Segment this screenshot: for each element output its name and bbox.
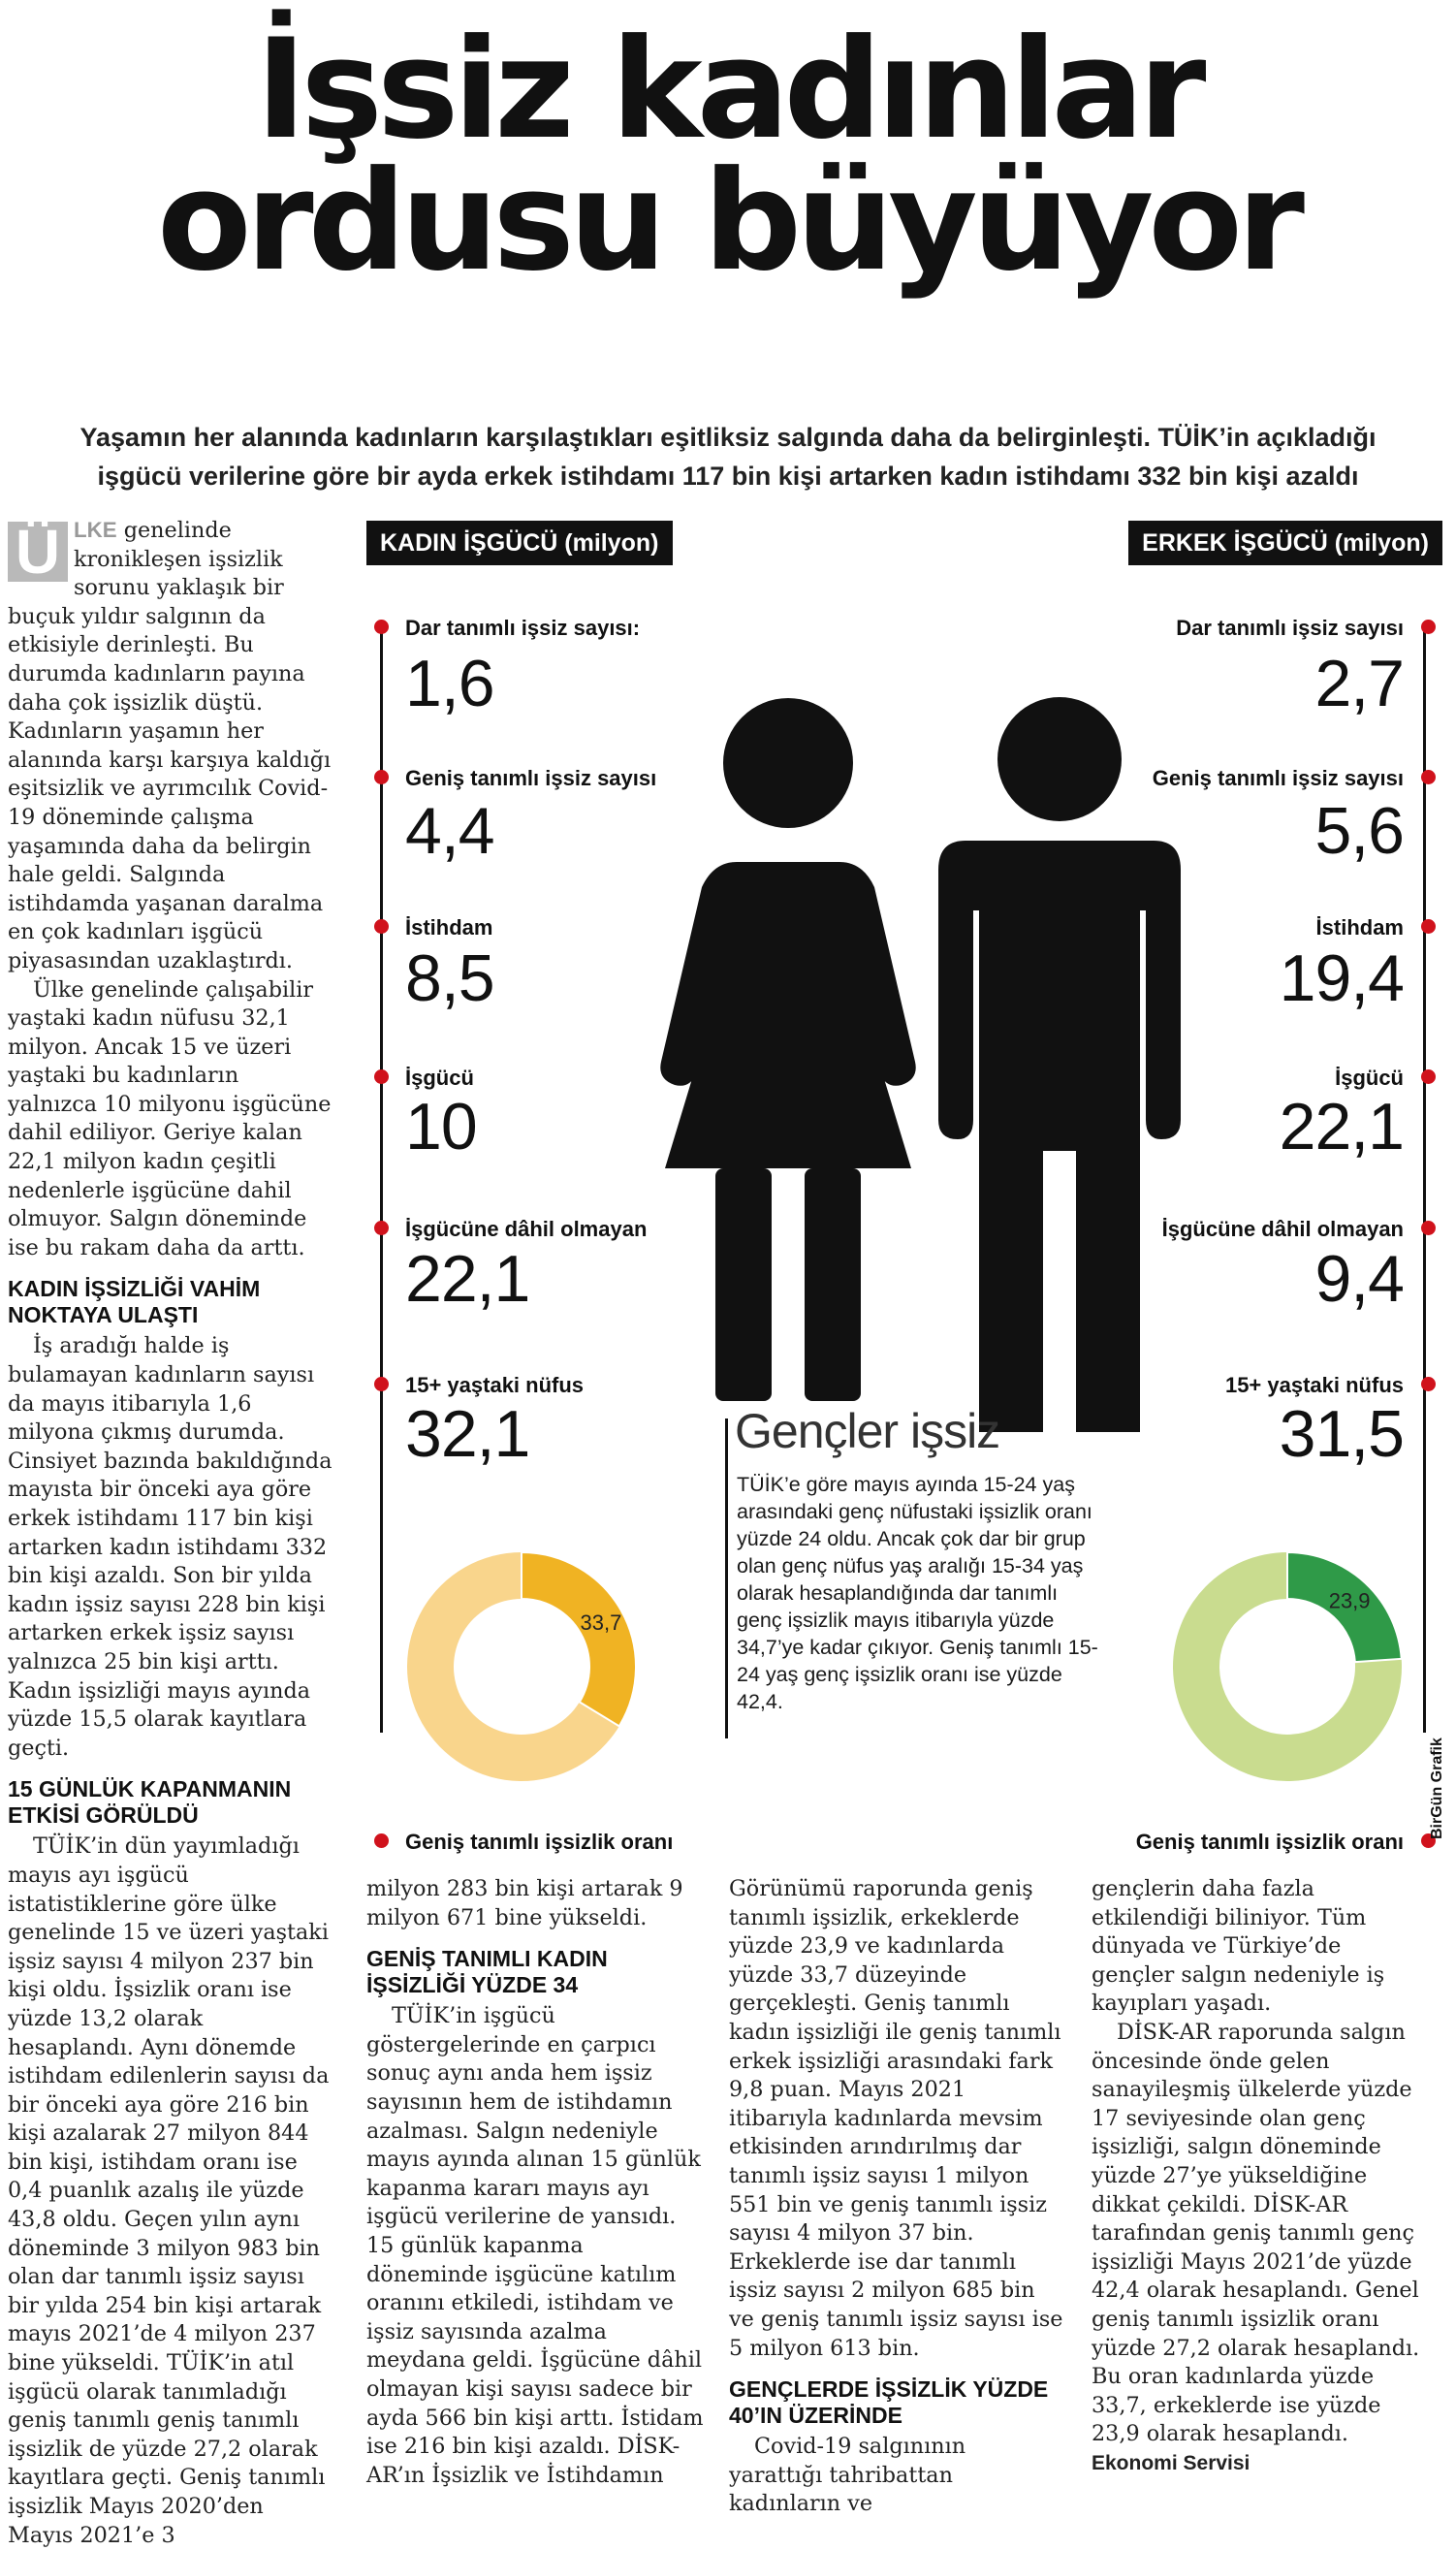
article-column-1 — [8, 516, 333, 2550]
woman-figure-icon — [657, 695, 919, 1413]
stat-marker — [374, 919, 389, 934]
paragraph: TÜİK’in işgücü göstergelerinde en çarpıcı sonuç aynı anda hem işsiz sayısının hem de istihdamın azalması. Salgın nedeniyle mayıs ayında alınan 15 günlük kapanma kararı mayıs ayı işgücü verilerine de yansıdı. 15 günlük kapanma döneminde işgücüne katılım oranını etkiledi, istihdam ve işsiz sayısında azalma meydana geldi. İşgücüne dâhil olmayan kişi sayısı sadece bir ayda 566 bin kişi arttı. İstidam ise 216 bin kişi azaldı. DİSK-AR’ın İşsizlik ve İstihdamın — [366, 2003, 704, 2488]
male-stat-label: 15+ yaştaki nüfus — [1224, 1373, 1404, 1397]
female-donut-chart — [405, 1550, 638, 1783]
stat-marker — [1421, 620, 1436, 634]
youth-title: Gençler işsiz — [735, 1404, 1000, 1458]
male-stat-label: İşgücü — [1335, 1066, 1404, 1090]
subheading: KADIN İŞSİZLİĞİ VAHİM NOKTAYA ULAŞTI — [8, 1276, 261, 1328]
paragraph: gençlerin daha fazla etkilendiği biliniyor. Tüm dünyada ve Türkiye’de gençler salgın nedeniyle iş kayıpları yaşadı. — [1092, 1876, 1385, 2017]
female-stat-label: İşgücüne dâhil olmayan — [405, 1217, 648, 1241]
youth-box-line — [725, 1418, 728, 1738]
drop-cap-rest: LKE — [74, 518, 117, 542]
stat-marker — [1421, 1377, 1436, 1391]
male-stat-value: 31,5 — [1279, 1397, 1404, 1471]
man-figure-icon — [938, 695, 1181, 1432]
stat-marker — [1421, 1221, 1436, 1235]
paragraph: Görünümü raporunda geniş tanımlı işsizlik, erkeklerde yüzde 23,9 ve kadınlarda yüzde 33,7 düzeyinde gerçekleşti. Geniş tanımlı kadın işsizliği ile geniş tanımlı erkek işsizliği arasındaki fark 9,8 puan. Mayıs 2021 itibarıyla kadınlarda mevsim etkisinden arındırılmış dar tanımlı işsiz sayısı 1 milyon 551 bin ve geniş tanımlı işsiz sayısı 4 milyon 37 bin. Erkeklerde ise dar tanımlı işsiz sayısı 2 milyon 685 bin ve geniş tanımlı işsiz sayısı ise 5 milyon 613 bin. — [729, 1876, 1063, 2361]
youth-text: TÜİK’e göre mayıs ayında 15-24 yaş arasındaki genç nüfustaki işsizlik oranı yüzde 24 oldu. Ancak çok dar bir grup olan genç nüfus yaş aralığı 15-34 yaş olarak hesaplandığında dar tanımlı genç işsizlik mayıs itibarıyla yüzde 34,7’ye kadar çıkıyor. Geniş tanımlı 15-24 yaş genç işsizlik oranı ise yüzde 42,4. — [737, 1473, 1098, 1713]
female-donut-caption: Geniş tanımlı işsizlik oranı — [405, 1830, 674, 1854]
paragraph: genelinde kronikleşen işsizlik sorunu yaklaşık bir buçuk yıldır salgının da etkisiyle derinleşti. Bu durumda kadınların payına daha çok işsizlik düştü. Kadınların yaşamın her alanında karşı karşıya kaldığı eşitsizlik ve ayrımcılık Covid-19 döneminde çalışma yaşamında daha da belirgin hale geldi. Salgında istihdamda yaşanan daralma en çok kadınları işgücü piyasasından uzaklaştırdı. — [8, 518, 332, 973]
male-stat-value: 22,1 — [1279, 1090, 1404, 1163]
female-stat-value: 22,1 — [405, 1242, 530, 1316]
article-column-2 — [366, 1875, 704, 2490]
headline-line2: ordusu büyüyor — [157, 142, 1299, 302]
article-column-3 — [729, 1875, 1064, 2519]
subheading: 15 GÜNLÜK KAPANMANIN ETKİSİ GÖRÜLDÜ — [8, 1776, 292, 1829]
male-stat-value: 9,4 — [1314, 1242, 1404, 1316]
female-workforce-tag: KADIN İŞGÜCÜ (milyon) — [366, 521, 673, 565]
female-stat-label: Geniş tanımlı işsiz sayısı — [405, 766, 657, 790]
male-stat-label: Dar tanımlı işsiz sayısı — [1176, 616, 1404, 640]
male-stat-label: İşgücüne dâhil olmayan — [1161, 1217, 1404, 1241]
lead-line2: işgücü verilerine göre bir ayda erkek istihdamı 117 bin kişi artarken kadın istihdamı 332 bin kişi azaldı — [97, 462, 1359, 491]
paragraph: Ülke genelinde çalışabilir yaştaki kadın nüfusu 32,1 milyon. Ancak 15 ve üzeri yaştaki bu kadınların yalnızca 10 milyonu işgücüne dahil ediliyor. Geriye kalan 22,1 milyon kadın çeşitli nedenlerle işgücüne dahil olmuyor. Salgın döneminde ise bu rakam daha da arttı. — [8, 976, 332, 1260]
subheading: GENÇLERDE İŞSİZLİK YÜZDE 40’IN ÜZERİNDE — [729, 2376, 1049, 2429]
paragraph: DİSK-AR raporunda salgın öncesinde önde gelen sanayileşmiş ülkelerde yüzde 17 seviyesinde olan genç işsizliği, salgın döneminde yüzde 27’ye yükseldiğine dikkat çekildi. DİSK-AR tarafından geniş tanımlı genç işsizliği Mayıs 2021’de yüzde 42,4 olarak hesaplandı. Genel geniş tanımlı işsizlik oranı yüzde 27,2 olarak hesaplandı. Bu oran kadınlarda yüzde 33,7, erkeklerde ise yüzde 23,9 olarak hesaplandı. — [1092, 2019, 1420, 2447]
female-donut-segment — [522, 1552, 636, 1726]
female-stat-value: 10 — [405, 1090, 477, 1163]
male-donut-chart — [1171, 1550, 1404, 1783]
infographic — [366, 521, 1445, 1859]
stat-marker — [374, 620, 389, 634]
male-stat-value: 5,6 — [1314, 794, 1404, 868]
female-stat-label: İstihdam — [405, 915, 493, 940]
stat-marker — [1421, 1069, 1436, 1084]
female-stat-label: Dar tanımlı işsiz sayısı: — [405, 616, 641, 640]
byline: Ekonomi Servisi — [1092, 2451, 1250, 2474]
male-donut-value-label: 23,9 — [1328, 1588, 1371, 1613]
male-stat-value: 19,4 — [1279, 941, 1404, 1015]
female-stat-value: 32,1 — [405, 1397, 530, 1471]
paragraph: milyon 283 bin kişi artarak 9 milyon 671 bine yükseldi. — [366, 1876, 683, 1930]
male-workforce-tag: ERKEK İŞGÜCÜ (milyon) — [1128, 521, 1442, 565]
stat-marker — [374, 1221, 389, 1235]
subheading: GENİŞ TANIMLI KADIN İŞSİZLİĞİ YÜZDE 34 — [366, 1946, 608, 1998]
stat-marker — [374, 1833, 389, 1848]
paragraph: TÜİK’in dün yayımladığı mayıs ayı işgücü istatistiklerine göre ülke genelinde 15 ve üzeri yaştaki işsiz sayısı 4 milyon 237 bin kişi oldu. İşsizlik oranı ise yüzde 13,2 olarak hesaplandı. Aynı dönemde istihdam edilenlerin sayısı da bir önceki aya göre 216 bin kişi azalarak 27 milyon 844 bin kişi, istihdam oranı ise 0,4 puanlık azalış ile yüzde 43,8 oldu. Geçen yılın aynı döneminde 3 milyon 983 bin olan dar tanımlı işsiz sayısı bir yılda 254 bin kişi artarak mayıs 2021’de 4 milyon 237 bine yükseldi. TÜİK’in atıl işgücü olarak tanımladığı geniş tanımlı geniş tanımlı işsizlik de yüzde 27,2 olarak kayıtlara geçti. Geniş tanımlı işsizlik Mayıs 2020’den Mayıs 2021’e 3 — [8, 1833, 330, 2548]
male-stat-label: Geniş tanımlı işsiz sayısı — [1152, 766, 1404, 790]
female-stat-label: İşgücü — [405, 1066, 474, 1090]
headline-line1: İşsiz kadınlar — [255, 10, 1201, 170]
female-stat-value: 4,4 — [405, 794, 494, 868]
male-donut-caption: Geniş tanımlı işsizlik oranı — [1135, 1830, 1404, 1854]
female-stat-value: 8,5 — [405, 941, 494, 1015]
stat-marker — [1421, 770, 1436, 784]
youth-box — [725, 1404, 1113, 1769]
article-column-4 — [1092, 1875, 1427, 2477]
male-stat-label: İstihdam — [1315, 915, 1404, 940]
female-stat-value: 1,6 — [405, 647, 494, 720]
stat-marker — [374, 1377, 389, 1391]
stat-marker — [1421, 919, 1436, 934]
paragraph: Covid-19 salgınının yarattığı tahribattan kadınların ve — [729, 2434, 966, 2517]
male-stat-value: 2,7 — [1314, 647, 1404, 720]
female-stat-label: 15+ yaştaki nüfus — [405, 1373, 585, 1397]
graphic-credit: BirGün Grafik — [1429, 1737, 1445, 1839]
stat-marker — [374, 1069, 389, 1084]
paragraph: İş aradığı halde iş bulamayan kadınların sayısı da mayıs itibarıyla 1,6 milyona çıkmış durumda. Cinsiyet bazında bakıldığında mayısta bir önceki aya göre erkek istihdamı 117 bin kişi artarken kadın istihdamı 332 bin kişi azaldı. Son bir yılda kadın işsiz sayısı 228 bin kişi artarken erkek işsiz sayısı yalnızca 25 bin kişi arttı. Kadın işsizliği mayıs ayında yüzde 15,5 olarak kayıtlara geçti. — [8, 1333, 332, 1761]
stat-marker — [374, 770, 389, 784]
lead-line1: Yaşamın her alanında kadınların karşılaştıkları eşitliksiz salgında daha da belirginleşti. TÜİK’in açıkladığı — [79, 423, 1377, 452]
drop-cap: Ü — [8, 522, 68, 582]
female-donut-value-label: 33,7 — [580, 1610, 622, 1635]
